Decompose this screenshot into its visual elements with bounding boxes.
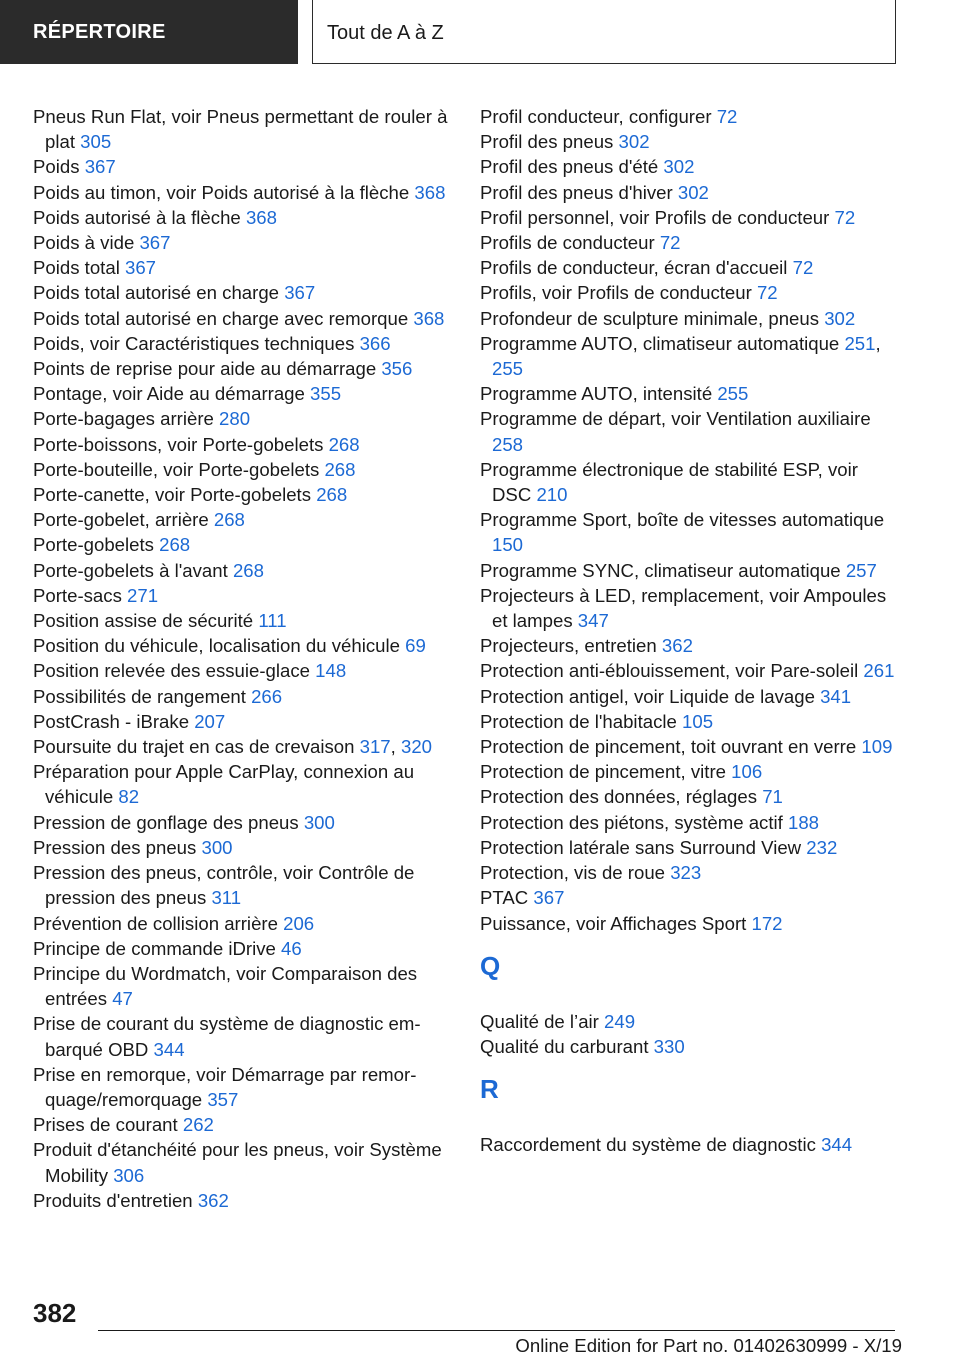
index-entry (33, 457, 453, 482)
page-link[interactable]: 344 (153, 1038, 185, 1060)
entry-text: Programme SYNC, climatiseur automatique (480, 559, 841, 581)
index-entry (33, 835, 453, 860)
index-entry (480, 255, 900, 280)
page-link[interactable]: 356 (381, 358, 413, 380)
index-entry (33, 1137, 453, 1187)
entry-text: Profil des pneus d'hiver (480, 181, 673, 203)
index-entry (33, 734, 453, 759)
entry-text: Protection des données, réglages (480, 786, 758, 808)
entry-text: Protection de pincement, toit ouvrant en verre (480, 736, 857, 758)
index-entry (480, 734, 900, 759)
entry-text: Position assise de sécurité (33, 610, 254, 632)
index-group-r (480, 1132, 900, 1157)
index-entry (33, 1112, 453, 1137)
index-entry (33, 961, 453, 1011)
entry-text: Pression des pneus (33, 836, 197, 858)
page-link[interactable]: 148 (315, 660, 347, 682)
entry-text: Protection, vis de roue (480, 862, 666, 884)
page-link[interactable]: 71 (762, 786, 783, 808)
entry-text: Poids total autorisé en charge avec remorque (33, 307, 409, 329)
index-group-p (480, 104, 900, 936)
index-entry (480, 759, 900, 784)
index-entry (480, 306, 900, 331)
page-link[interactable]: 357 (207, 1088, 239, 1110)
index-entry (33, 280, 453, 305)
page-link[interactable]: 72 (659, 232, 681, 254)
entry-text: PostCrash - iBrake (33, 710, 190, 732)
entry-text: Position du véhicule, localisation du véhicule (33, 635, 400, 657)
page-link[interactable]: 105 (682, 710, 714, 732)
index-entry (480, 331, 900, 381)
entry-text: Programme électronique de stabilité ESP, voir DSC (480, 458, 858, 506)
page-link[interactable]: 258 (492, 433, 524, 455)
entry-text: Prise de courant du système de diagnostic embarqué OBD (33, 1013, 421, 1060)
page-link[interactable]: 251 (844, 332, 876, 354)
entry-text: Profil conducteur, configurer (480, 106, 712, 127)
entry-text: Protection antigel, voir Liquide de lavage (480, 685, 815, 707)
entry-text: Profondeur de sculpture minimale, pneus (480, 307, 820, 329)
entry-text: Pneus Run Flat, voir Pneus permettant de rouler à plat (33, 106, 448, 153)
entry-text: Puissance, voir Affichages Sport (480, 912, 747, 934)
index-letter-r: R (480, 1074, 499, 1105)
index-entry (480, 633, 900, 658)
entry-text: Pontage, voir Aide au démarrage (33, 383, 305, 405)
page-link[interactable]: 366 (359, 332, 391, 354)
index-entry (33, 406, 453, 431)
page-number: 382 (33, 1298, 77, 1328)
page-link[interactable]: 232 (806, 836, 838, 858)
page-link[interactable]: 106 (731, 761, 763, 783)
index-entry (480, 709, 900, 734)
page-link[interactable]: 150 (492, 534, 524, 556)
page-link[interactable]: 330 (653, 1035, 685, 1057)
page-link[interactable]: 347 (577, 610, 609, 632)
entry-text: Programme de départ, voir Ventilation auxiliaire (480, 408, 871, 430)
index-entry (33, 633, 453, 658)
page-link[interactable]: 172 (751, 912, 783, 934)
index-entry (33, 1188, 453, 1213)
page-link[interactable]: 206 (283, 912, 315, 934)
index-entry (33, 532, 453, 557)
entry-text: Poids (33, 156, 80, 178)
index-entry (33, 180, 453, 205)
index-entry (480, 860, 900, 885)
page-link[interactable]: 300 (303, 811, 335, 833)
entry-text: Profil personnel, voir Profils de conducteur (480, 206, 830, 228)
entry-text: Prises de courant (33, 1114, 178, 1136)
page-link[interactable]: 268 (328, 433, 360, 455)
index-entry (480, 205, 900, 230)
entry-text: Projecteurs, entretien (480, 635, 657, 657)
index-entry (33, 1011, 453, 1061)
entry-text: Protection de pincement, vitre (480, 761, 726, 783)
page-link[interactable]: 300 (201, 836, 233, 858)
index-entry (480, 406, 900, 456)
page-link[interactable]: 367 (84, 156, 116, 178)
index-entry (480, 684, 900, 709)
entry-text: Poids autorisé à la flèche (33, 206, 241, 228)
entry-text: Pression de gonflage des pneus (33, 811, 299, 833)
page-link[interactable]: 306 (113, 1164, 145, 1186)
page-link[interactable]: 368 (414, 181, 446, 203)
entry-text: Porte-gobelets (33, 534, 154, 556)
page-link[interactable]: 355 (310, 383, 342, 405)
index-entry (33, 104, 453, 154)
index-entry (33, 608, 453, 633)
index-letter-q: Q (480, 950, 501, 981)
entry-text: Prise en remorque, voir Démarrage par remorquage/remorquage (33, 1063, 417, 1110)
page-link[interactable]: 111 (258, 610, 287, 632)
entry-text: Porte-bouteille, voir Porte-gobelets (33, 458, 320, 480)
entry-text: Programme AUTO, climatiseur automatique (480, 332, 840, 354)
page-separator: , (390, 736, 396, 758)
entry-text: Profil des pneus d'été (480, 156, 659, 178)
index-entry (33, 658, 453, 683)
index-entry (33, 759, 453, 809)
index-entry (33, 860, 453, 910)
entry-text: Prévention de collision arrière (33, 912, 278, 934)
index-entry (480, 885, 900, 910)
entry-text: Position relevée des essuie-glace (33, 660, 310, 682)
page-link[interactable]: 72 (756, 282, 778, 304)
entry-text: Programme AUTO, intensité (480, 383, 713, 405)
index-entry (480, 507, 900, 557)
page-link[interactable]: 311 (211, 887, 242, 909)
entry-text: Porte-gobelets à l'avant (33, 559, 228, 581)
page-link[interactable]: 109 (861, 736, 893, 758)
page-link[interactable]: 362 (197, 1189, 229, 1211)
page-header (0, 0, 960, 66)
index-entry (33, 709, 453, 734)
page-link[interactable]: 249 (604, 1010, 636, 1032)
index-entry (33, 911, 453, 936)
page-link[interactable]: 261 (863, 660, 895, 682)
page-link[interactable]: 367 (533, 887, 565, 909)
entry-text: Poids total (33, 257, 120, 279)
entry-text: Points de reprise pour aide au démarrage (33, 358, 377, 380)
page-link[interactable]: 367 (284, 282, 316, 304)
page-link[interactable]: 46 (281, 937, 302, 959)
index-entry (480, 104, 900, 129)
index-entry (480, 558, 900, 583)
index-entry (480, 180, 900, 205)
entry-text: Qualité de l’air (480, 1010, 599, 1032)
index-group-q (480, 1009, 900, 1059)
page-link[interactable]: 255 (492, 358, 524, 380)
entry-text: Profils de conducteur, écran d'accueil (480, 257, 788, 279)
page-link[interactable]: 47 (112, 988, 133, 1010)
page-link[interactable]: 341 (820, 685, 852, 707)
index-entry (33, 331, 453, 356)
page-link[interactable]: 82 (118, 786, 140, 808)
entry-text: Porte-bagages arrière (33, 408, 214, 430)
index-entry (33, 507, 453, 532)
index-entry (480, 784, 900, 809)
page-link[interactable]: 268 (316, 484, 348, 506)
index-entry (33, 936, 453, 961)
index-entry (480, 280, 900, 305)
entry-text: Protection latérale sans Surround View (480, 836, 802, 858)
entry-text: Poids, voir Caractéristiques techniques (33, 332, 355, 354)
entry-text: Produit d'étanchéité pour les pneus, voir Système Mobility (33, 1139, 442, 1186)
index-entry (480, 381, 900, 406)
index-entry (480, 230, 900, 255)
page-link[interactable]: 266 (251, 685, 283, 707)
footer-edition: Online Edition for Part no. 01402630999 - X/19 (515, 1335, 902, 1356)
header-title: Tout de A à Z (312, 0, 896, 64)
index-entry (33, 381, 453, 406)
page-link[interactable]: 210 (536, 484, 568, 506)
entry-text: Possibilités de rangement (33, 685, 246, 707)
page-link[interactable]: 302 (824, 307, 856, 329)
page-link[interactable]: 268 (159, 534, 191, 556)
entry-text: Poids à vide (33, 232, 135, 254)
page-link[interactable]: 305 (80, 131, 112, 153)
page-link[interactable]: 262 (182, 1114, 214, 1136)
entry-text: Programme Sport, boîte de vitesses automatique (480, 509, 885, 531)
entry-text: Protection anti-éblouissement, voir Pare-soleil (480, 660, 859, 682)
index-entry (480, 1034, 900, 1059)
page-link[interactable]: 280 (219, 408, 251, 430)
page-link[interactable]: 255 (717, 383, 749, 405)
index-entry (33, 255, 453, 280)
page-link[interactable]: 257 (845, 559, 877, 581)
entry-text: Profil des pneus (480, 131, 614, 153)
index-column-right (480, 104, 900, 1157)
page-link[interactable]: 302 (663, 156, 695, 178)
index-entry (33, 154, 453, 179)
page-link[interactable]: 72 (834, 206, 856, 228)
entry-text: Principe du Wordmatch, voir Comparaison des entrées (33, 962, 418, 1010)
index-column-left (33, 104, 453, 1213)
page-link[interactable]: 268 (232, 559, 264, 581)
page-link[interactable]: 69 (405, 635, 426, 657)
entry-text: Protection de l'habitacle (480, 710, 677, 732)
page-link[interactable]: 271 (127, 584, 159, 606)
page-link[interactable]: 268 (324, 458, 356, 480)
index-entry (480, 810, 900, 835)
entry-text: Produits d'entretien (33, 1189, 193, 1211)
index-entry (480, 129, 900, 154)
index-entry (33, 356, 453, 381)
page-link[interactable]: 323 (670, 862, 702, 884)
entry-text: PTAC (480, 887, 529, 909)
index-entry (480, 583, 900, 633)
entry-text: Poids total autorisé en charge (33, 282, 280, 304)
entry-text: Poursuite du trajet en cas de crevaison (33, 736, 355, 758)
index-entry (33, 684, 453, 709)
entry-text: Poids au timon, voir Poids autorisé à la flèche (33, 181, 410, 203)
page-separator: , (875, 332, 881, 354)
entry-text: Porte-sacs (33, 584, 122, 606)
page-link[interactable]: 368 (413, 307, 445, 329)
index-entry (33, 432, 453, 457)
index-entry (480, 658, 900, 683)
index-entry (480, 457, 900, 507)
footer-divider (98, 1330, 895, 1331)
entry-text: Pression des pneus, contrôle, voir Contrôle de pression des pneus (33, 862, 415, 909)
index-entry (480, 835, 900, 860)
index-entry (33, 205, 453, 230)
page-link[interactable]: 368 (245, 206, 277, 228)
index-entry (480, 1009, 900, 1034)
page-link[interactable]: 302 (618, 131, 650, 153)
page-link[interactable]: 268 (213, 509, 245, 531)
page-link[interactable]: 367 (139, 232, 171, 254)
section-tab[interactable]: RÉPERTOIRE (0, 0, 298, 64)
entry-text: Profils de conducteur (480, 232, 655, 254)
index-entry (480, 1132, 900, 1157)
entry-text: Protection des piétons, système actif (480, 811, 783, 833)
page-link[interactable]: 362 (661, 635, 693, 657)
page-link[interactable]: 72 (792, 257, 814, 279)
entry-text: Qualité du carburant (480, 1035, 649, 1057)
entry-text: Raccordement du système de diagnostic (480, 1134, 816, 1156)
entry-text: Porte-canette, voir Porte-gobelets (33, 484, 312, 506)
page-link[interactable]: 302 (677, 181, 709, 203)
entry-text: Préparation pour Apple CarPlay, connexion au véhicule (33, 761, 415, 808)
entry-text: Profils, voir Profils de conducteur (480, 282, 752, 304)
index-entry (480, 154, 900, 179)
page-link[interactable]: 72 (716, 106, 738, 127)
page-link[interactable]: 320 (401, 736, 433, 758)
page-link[interactable]: 317 (359, 736, 391, 758)
page-link[interactable]: 207 (194, 710, 226, 732)
page-link[interactable]: 367 (125, 257, 157, 279)
index-entry (33, 482, 453, 507)
entry-text: Porte-boissons, voir Porte-gobelets (33, 433, 324, 455)
entry-text: Porte-gobelet, arrière (33, 509, 209, 531)
index-entry (33, 583, 453, 608)
page-link[interactable]: 344 (821, 1134, 853, 1156)
index-entry (33, 558, 453, 583)
index-entry (33, 306, 453, 331)
entry-text: Principe de commande iDrive (33, 937, 276, 959)
index-entry (33, 230, 453, 255)
index-entry (480, 911, 900, 936)
index-entry (33, 1062, 453, 1112)
page-link[interactable]: 188 (787, 811, 820, 833)
entry-text: Projecteurs à LED, remplacement, voir Ampoules et lampes (480, 584, 887, 632)
index-entry (33, 810, 453, 835)
